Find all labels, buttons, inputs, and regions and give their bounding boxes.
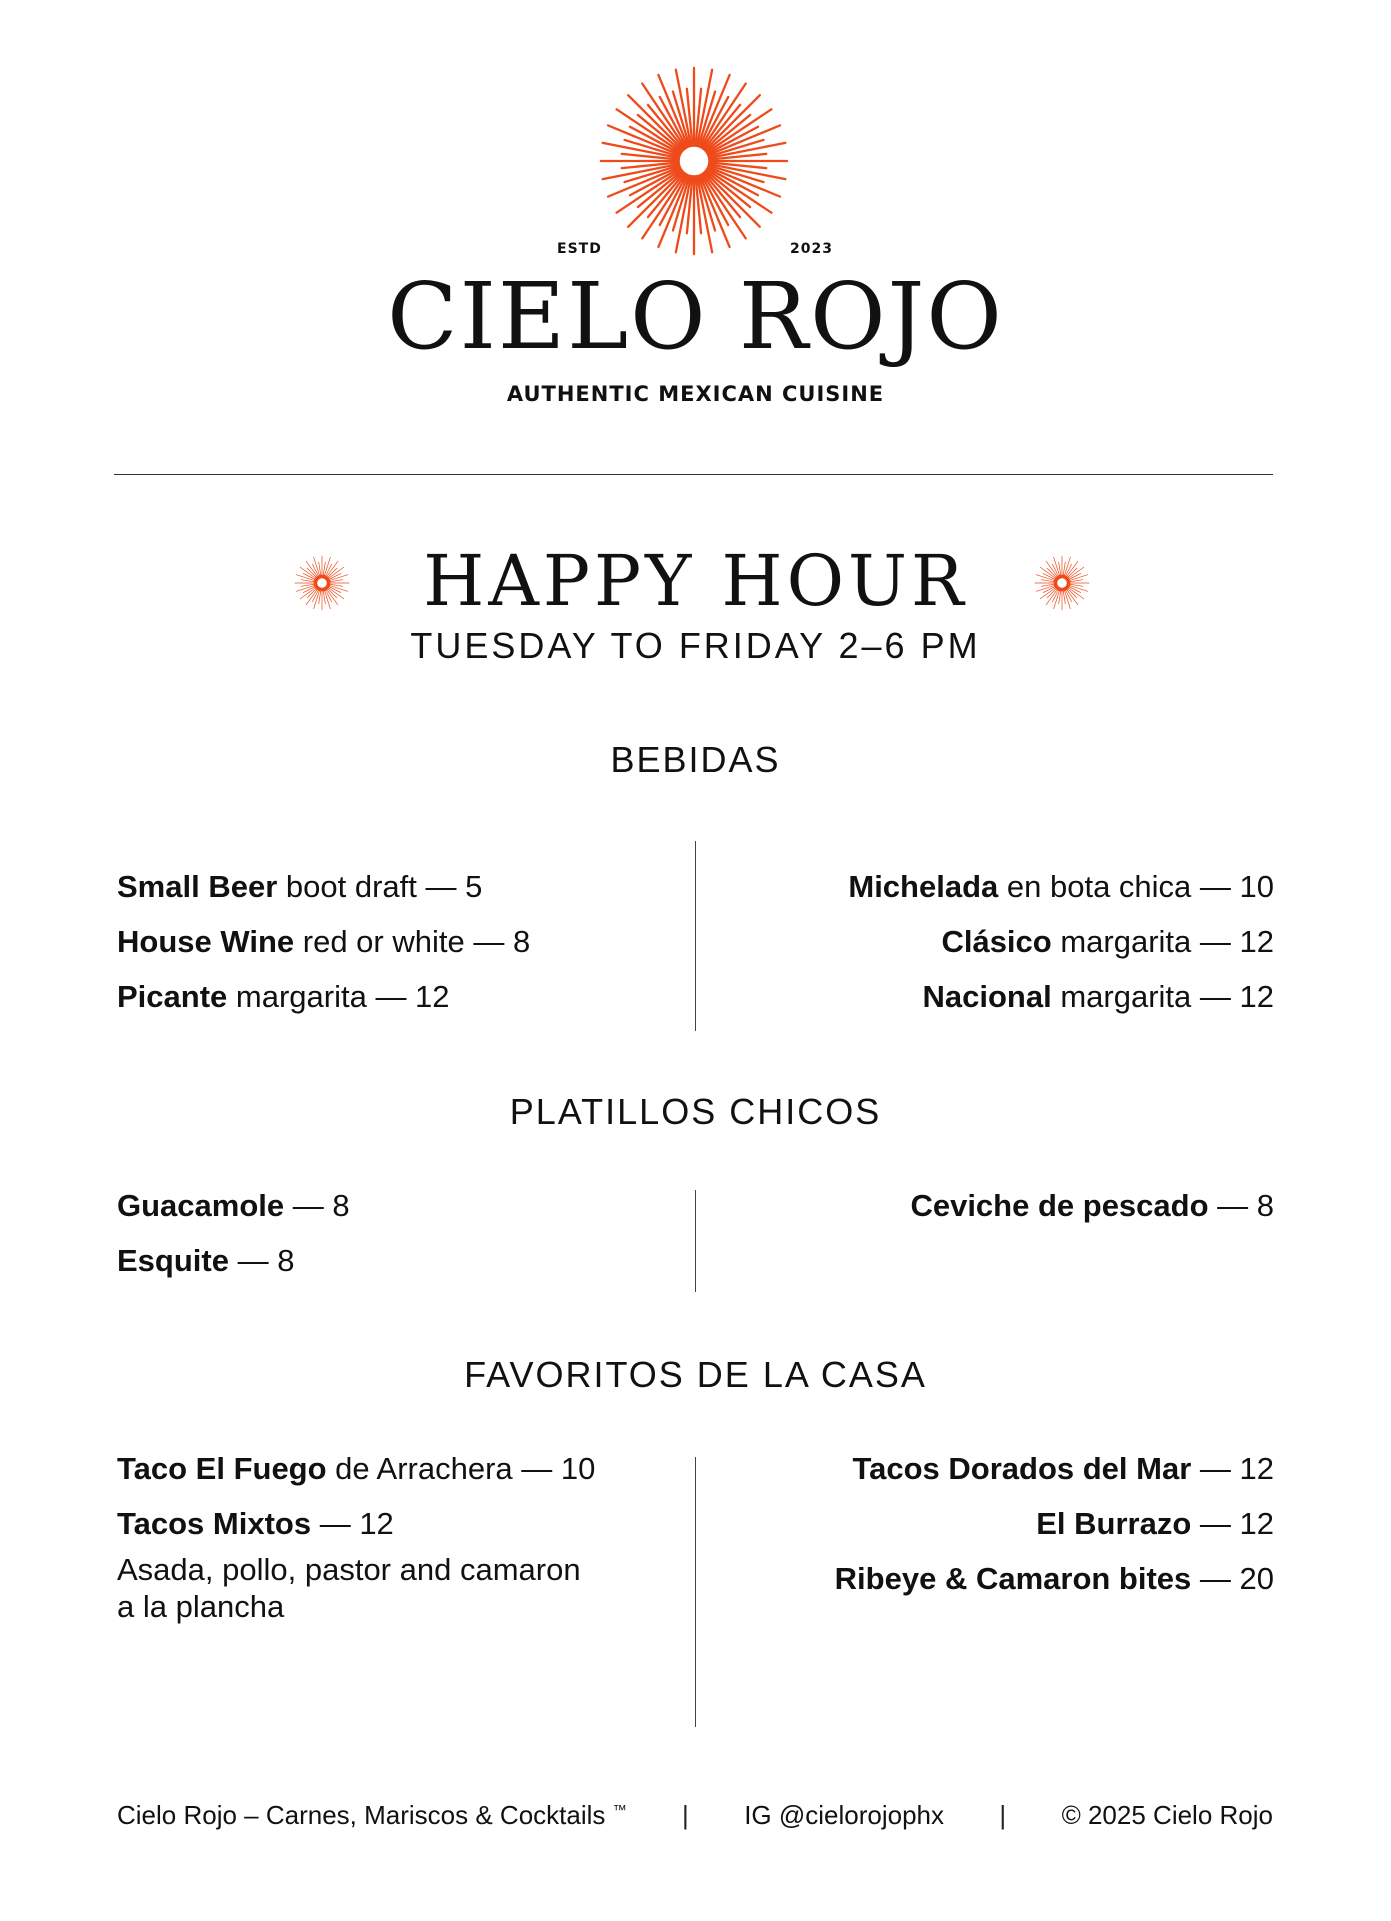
menu-item (714, 1551, 1274, 1606)
footer-separator: | (682, 1800, 689, 1830)
menu-item-name: Ceviche de pescado (910, 1188, 1209, 1223)
menu-item (714, 1178, 1274, 1233)
menu-item-name: Clásico (941, 924, 1052, 959)
menu-item-name: Nacional (922, 979, 1052, 1014)
menu-item (117, 1233, 677, 1288)
menu-item-price: — 8 (228, 1243, 295, 1278)
menu-column-left (117, 1441, 677, 1625)
menu-item-name: Esquite (117, 1243, 229, 1278)
menu-column-right (714, 1178, 1274, 1233)
established-year: 2023 (790, 241, 833, 257)
header-divider (114, 474, 1273, 475)
menu-item (714, 914, 1274, 969)
menu-item (117, 859, 677, 914)
section-title-platillos-chicos: PLATILLOS CHICOS (509, 1091, 882, 1132)
menu-item (714, 859, 1274, 914)
menu-item-price: — 20 (1191, 1561, 1274, 1596)
brand-name: CIELO ROJO (387, 263, 1004, 370)
menu-item (714, 969, 1274, 1024)
happy-hour-schedule: TUESDAY TO FRIDAY 2–6 PM (410, 625, 981, 666)
menu-item-name: Ribeye & Camaron bites (834, 1561, 1192, 1596)
menu-item-price: margarita — 12 (1051, 979, 1274, 1014)
footer-instagram: IG @cielorojophx (744, 1800, 945, 1830)
footer-copyright: © 2025 Cielo Rojo (1061, 1800, 1273, 1830)
menu-column-left (117, 1178, 677, 1288)
menu-item-price: — 12 (1191, 1506, 1274, 1541)
menu-item (117, 914, 677, 969)
menu-item-name: Michelada (848, 869, 999, 904)
menu-item-price: margarita — 12 (1051, 924, 1274, 959)
section-title-favoritos-de-la-casa: FAVORITOS DE LA CASA (464, 1354, 927, 1395)
menu-item-price: — 8 (284, 1188, 350, 1223)
brand-tagline: AUTHENTIC MEXICAN CUISINE (506, 382, 885, 406)
menu-column-right (714, 859, 1274, 1024)
menu-column-right (714, 1441, 1274, 1606)
menu-item-price: red or white — 8 (294, 924, 531, 959)
section-title-bebidas: BEBIDAS (610, 739, 781, 780)
menu-item-name: Guacamole (117, 1188, 285, 1223)
menu-item-name: Tacos Dorados del Mar (852, 1451, 1192, 1486)
menu-item-price: en bota chica — 10 (998, 869, 1274, 904)
established-label: ESTD (557, 241, 602, 257)
menu-item-name: Small Beer (117, 869, 278, 904)
menu-item-name: El Burrazo (1036, 1506, 1192, 1541)
footer-brand-line: Cielo Rojo – Carnes, Mariscos & Cocktails ™ (117, 1800, 627, 1830)
menu-column-left (117, 859, 677, 1024)
footer (117, 1800, 1273, 1831)
menu-item-description: Asada, pollo, pastor and camaron a la plancha (117, 1552, 581, 1624)
menu-item-price: — 8 (1208, 1188, 1274, 1223)
menu-item-name: Tacos Mixtos (117, 1506, 312, 1541)
menu-item-price: — 12 (311, 1506, 394, 1541)
menu-item-price: boot draft — 5 (277, 869, 483, 904)
menu-item-price: — 12 (1191, 1451, 1274, 1486)
menu-item-price: margarita — 12 (227, 979, 450, 1014)
menu-item (117, 1441, 677, 1496)
menu-item (117, 1178, 677, 1233)
menu-item-name: Taco El Fuego (117, 1451, 327, 1486)
menu-item-name: Picante (117, 979, 228, 1014)
menu-item (714, 1441, 1274, 1496)
footer-separator: | (999, 1800, 1007, 1830)
sunburst-logo-icon (599, 66, 789, 256)
column-divider (695, 1457, 696, 1727)
sunburst-right-icon (1032, 553, 1092, 613)
menu-item-name: House Wine (117, 924, 295, 959)
column-divider (695, 841, 696, 1031)
menu-item (117, 969, 677, 1024)
menu-item-price: de Arrachera — 10 (326, 1451, 596, 1486)
trademark-symbol: ™ (612, 1801, 627, 1818)
column-divider (695, 1190, 696, 1292)
menu-item (714, 1496, 1274, 1551)
menu-item (117, 1496, 677, 1551)
happy-hour-title: HAPPY HOUR (423, 540, 968, 622)
